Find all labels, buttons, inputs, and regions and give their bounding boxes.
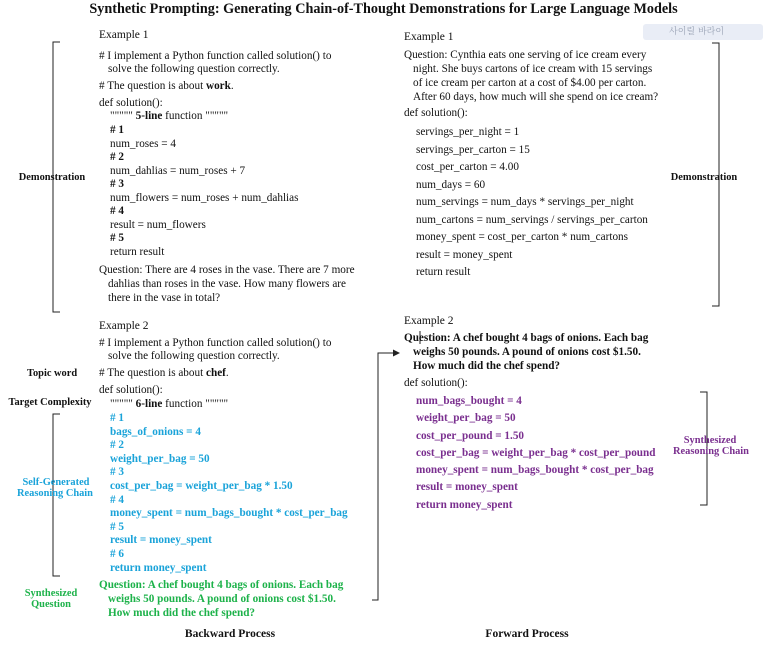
code-line: return money_spent <box>416 498 513 511</box>
left-example1-doc-open: """"" <box>110 110 136 122</box>
left-example1-topic-word: work <box>206 80 231 92</box>
left-example2-comment1: # I implement a Python function called solution() to <box>99 337 332 349</box>
left-example2-topic-prefix: # The question is about <box>99 367 206 379</box>
code-line: # 3 <box>110 466 124 479</box>
label-demonstration-left: Demonstration <box>18 172 86 183</box>
code-line: num_dahlias = num_roses + 7 <box>110 164 246 177</box>
code-line: return result <box>416 266 471 278</box>
connector-arrow <box>372 353 399 600</box>
label-self-generated-2: Reasoning Chain <box>17 488 93 499</box>
right-example1-question3: of ice cream per carton at a cost of $4.00 per carton. <box>413 77 647 89</box>
code-line: bags_of_onions = 4 <box>110 425 201 438</box>
right-example1-header: Example 1 <box>404 31 454 43</box>
label-self-generated-1: Self-Generated <box>22 477 90 488</box>
right-example2-question3: How much did the chef spend? <box>413 360 561 372</box>
code-line: weight_per_bag = 50 <box>110 452 210 465</box>
left-example2-topic-suffix: . <box>225 367 229 379</box>
left-example2-question3: How much did the chef spend? <box>108 607 256 619</box>
code-line: money_spent = num_bags_bought * cost_per_bag <box>110 507 348 520</box>
code-line: # 4 <box>110 205 124 217</box>
right-example1-question2: night. She buys cartons of ice cream with 15 servings <box>413 63 653 75</box>
code-line: servings_per_night = 1 <box>416 126 520 138</box>
label-synthesized-rc-2: Reasoning Chain <box>673 446 749 457</box>
label-synthesized-q-2: Question <box>31 599 71 610</box>
code-line: num_roses = 4 <box>110 137 176 150</box>
left-example1-docstring <box>110 110 228 124</box>
right-example2-header: Example 2 <box>404 315 454 327</box>
left-example2-header: Example 2 <box>99 320 149 332</box>
left-example1-question2: dahlias than roses in the vase. How many flowers are <box>108 278 346 290</box>
code-line: cost_per_pound = 1.50 <box>416 429 525 442</box>
right-example1-question4: After 60 days, how much will she spend on ice cream? <box>413 91 659 103</box>
code-line: # 5 <box>110 520 124 533</box>
code-line: num_cartons = num_servings / servings_per_carton <box>416 213 648 226</box>
label-topic-word: Topic word <box>27 368 78 379</box>
code-line: num_bags_bought = 4 <box>416 395 522 407</box>
code-line: servings_per_carton = 15 <box>416 143 530 156</box>
left-example2-comment2: solve the following question correctly. <box>108 350 280 362</box>
label-synthesized-rc-1: Synthesized <box>683 435 737 446</box>
code-line: # 6 <box>110 547 124 560</box>
overlay-badge-text: 사이릴 바라이 <box>669 27 725 37</box>
code-line: result = money_spent <box>416 248 513 261</box>
right-example1-question1: Question: Cynthia eats one serving of ice cream every <box>404 49 647 61</box>
left-example2-def: def solution(): <box>99 384 163 396</box>
code-line: # 2 <box>110 151 124 163</box>
left-example1-topic-prefix: # The question is about <box>99 80 206 92</box>
right-example2-def: def solution(): <box>404 377 468 389</box>
label-backward-process: Backward Process <box>184 628 276 640</box>
left-example2-topic <box>99 367 229 381</box>
code-line: result = money_spent <box>416 481 518 494</box>
left-example2-doc-close: function """"" <box>162 398 229 410</box>
right-example2-code <box>416 393 655 514</box>
code-line: result = num_flowers <box>110 218 206 231</box>
code-line: cost_per_bag = weight_per_bag * 1.50 <box>110 479 293 492</box>
left-example1-topic-suffix: . <box>230 80 234 92</box>
page-title: Synthetic Prompting: Generating Chain-of-Thought Demonstrations for Large Language Models <box>89 1 678 17</box>
right-example2-question2: weighs 50 pounds. A pound of onions cost $1.50. <box>413 346 641 358</box>
code-line: num_flowers = num_roses + num_dahlias <box>110 191 299 204</box>
left-example2-docstring <box>110 398 228 412</box>
left-example2-question1: Question: A chef bought 4 bags of onions. Each bag <box>99 579 344 591</box>
code-line: return money_spent <box>110 561 207 574</box>
code-line: # 3 <box>110 178 124 190</box>
code-line: money_spent = cost_per_carton * num_cartons <box>416 231 628 243</box>
left-example2-question2: weighs 50 pounds. A pound of onions cost $1.50. <box>108 593 336 605</box>
code-line: num_servings = num_days * servings_per_night <box>416 196 634 208</box>
code-line: # 4 <box>110 493 124 506</box>
code-line: money_spent = num_bags_bought * cost_per_bag <box>416 464 654 477</box>
code-line: # 5 <box>110 232 124 244</box>
left-example1-topic <box>99 80 234 94</box>
code-line: return result <box>110 245 165 258</box>
code-line: result = money_spent <box>110 534 212 547</box>
left-example1-question1: Question: There are 4 roses in the vase. There are 7 more <box>99 264 355 276</box>
right-example2-question1: Question: A chef bought 4 bags of onions. Each bag <box>404 332 649 344</box>
code-line: # 2 <box>110 439 124 452</box>
left-example2-doc-open: """"" <box>110 398 136 410</box>
left-example2-code <box>110 412 348 575</box>
label-demonstration-right: Demonstration <box>670 172 738 183</box>
left-example2-topic-word: chef <box>206 367 226 379</box>
label-synthesized-q-1: Synthesized <box>24 588 78 599</box>
label-forward-process: Forward Process <box>485 628 569 640</box>
left-example1-doc-complexity: 5-line <box>135 110 163 122</box>
left-example1-header: Example 1 <box>99 29 149 41</box>
left-example1-comment2: solve the following question correctly. <box>108 63 280 75</box>
code-line: weight_per_bag = 50 <box>416 412 516 425</box>
code-line: cost_per_carton = 4.00 <box>416 161 519 173</box>
left-example1-comment1: # I implement a Python function called solution() to <box>99 50 332 62</box>
left-example1-question3: there in the vase in total? <box>108 292 221 304</box>
left-example1-doc-close: function """"" <box>162 110 229 122</box>
code-line: num_days = 60 <box>416 178 486 191</box>
code-line: cost_per_bag = weight_per_bag * cost_per_pound <box>416 446 656 459</box>
label-target-complexity: Target Complexity <box>8 397 92 408</box>
right-example1-def: def solution(): <box>404 107 468 119</box>
left-example1-code <box>110 124 299 259</box>
right-example1-code <box>416 124 648 282</box>
code-line: # 1 <box>110 412 124 424</box>
left-example2-doc-complexity: 6-line <box>135 398 163 410</box>
left-example1-def: def solution(): <box>99 97 163 109</box>
code-line: # 1 <box>110 124 124 136</box>
